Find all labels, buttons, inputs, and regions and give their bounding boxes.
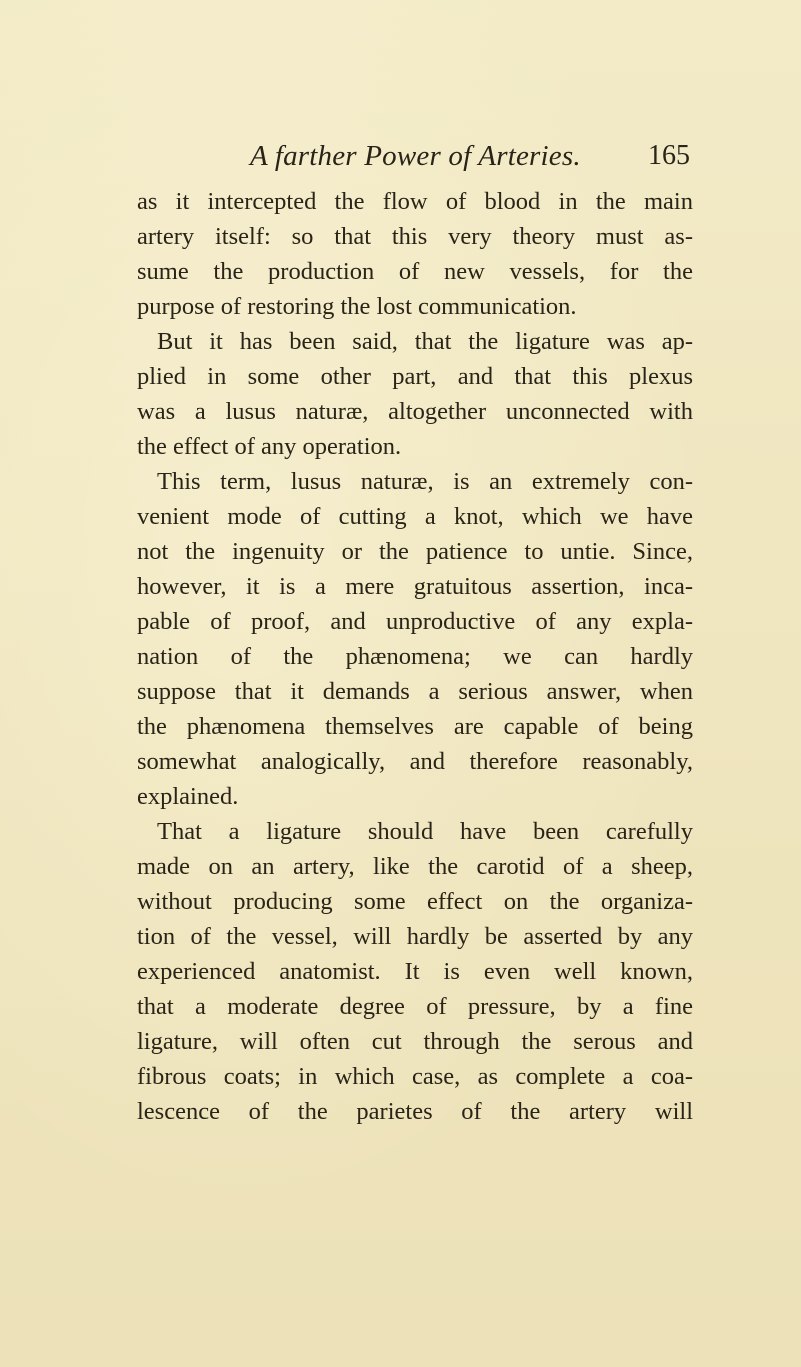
text-line: suppose that it demands a serious answer, when <box>137 678 693 705</box>
text-line: ligature, will often cut through the serous and <box>137 1028 693 1055</box>
text-line: made on an artery, like the carotid of a sheep, <box>137 853 693 880</box>
text-line: But it has been said, that the ligature was ap- <box>157 328 693 355</box>
text-line: not the ingenuity or the patience to untie. Since, <box>137 538 693 565</box>
text-line: as it intercepted the flow of blood in the main <box>137 188 693 215</box>
text-line: venient mode of cutting a knot, which we have <box>137 503 693 530</box>
text-line: without producing some effect on the organiza- <box>137 888 693 915</box>
text-line: That a ligature should have been carefully <box>157 818 693 845</box>
text-line: purpose of restoring the lost communication. <box>137 293 577 320</box>
text-line: was a lusus naturæ, altogether unconnected with <box>137 398 693 425</box>
text-line: somewhat analogically, and therefore reasonably, <box>137 748 693 775</box>
running-title: A farther Power of Arteries. <box>250 140 581 172</box>
page-number: 165 <box>648 140 690 171</box>
text-line: nation of the phænomena; we can hardly <box>137 643 693 670</box>
text-line: fibrous coats; in which case, as complete a coa- <box>137 1063 693 1090</box>
text-line: sume the production of new vessels, for the <box>137 258 693 285</box>
text-line: that a moderate degree of pressure, by a fine <box>137 993 693 1020</box>
text-line: artery itself: so that this very theory must as- <box>137 223 693 250</box>
text-line: experienced anatomist. It is even well known, <box>137 958 693 985</box>
page-header <box>250 140 690 180</box>
text-line: This term, lusus naturæ, is an extremely con- <box>157 468 693 495</box>
text-line: however, it is a mere gratuitous assertion, inca- <box>137 573 693 600</box>
text-line: the phænomena themselves are capable of being <box>137 713 693 740</box>
text-line: tion of the vessel, will hardly be asserted by any <box>137 923 693 950</box>
text-line: pable of proof, and unproductive of any expla- <box>137 608 693 635</box>
text-line: plied in some other part, and that this plexus <box>137 363 693 390</box>
text-line: lescence of the parietes of the artery will <box>137 1098 693 1125</box>
text-line: explained. <box>137 783 239 810</box>
text-line: the effect of any operation. <box>137 433 402 460</box>
